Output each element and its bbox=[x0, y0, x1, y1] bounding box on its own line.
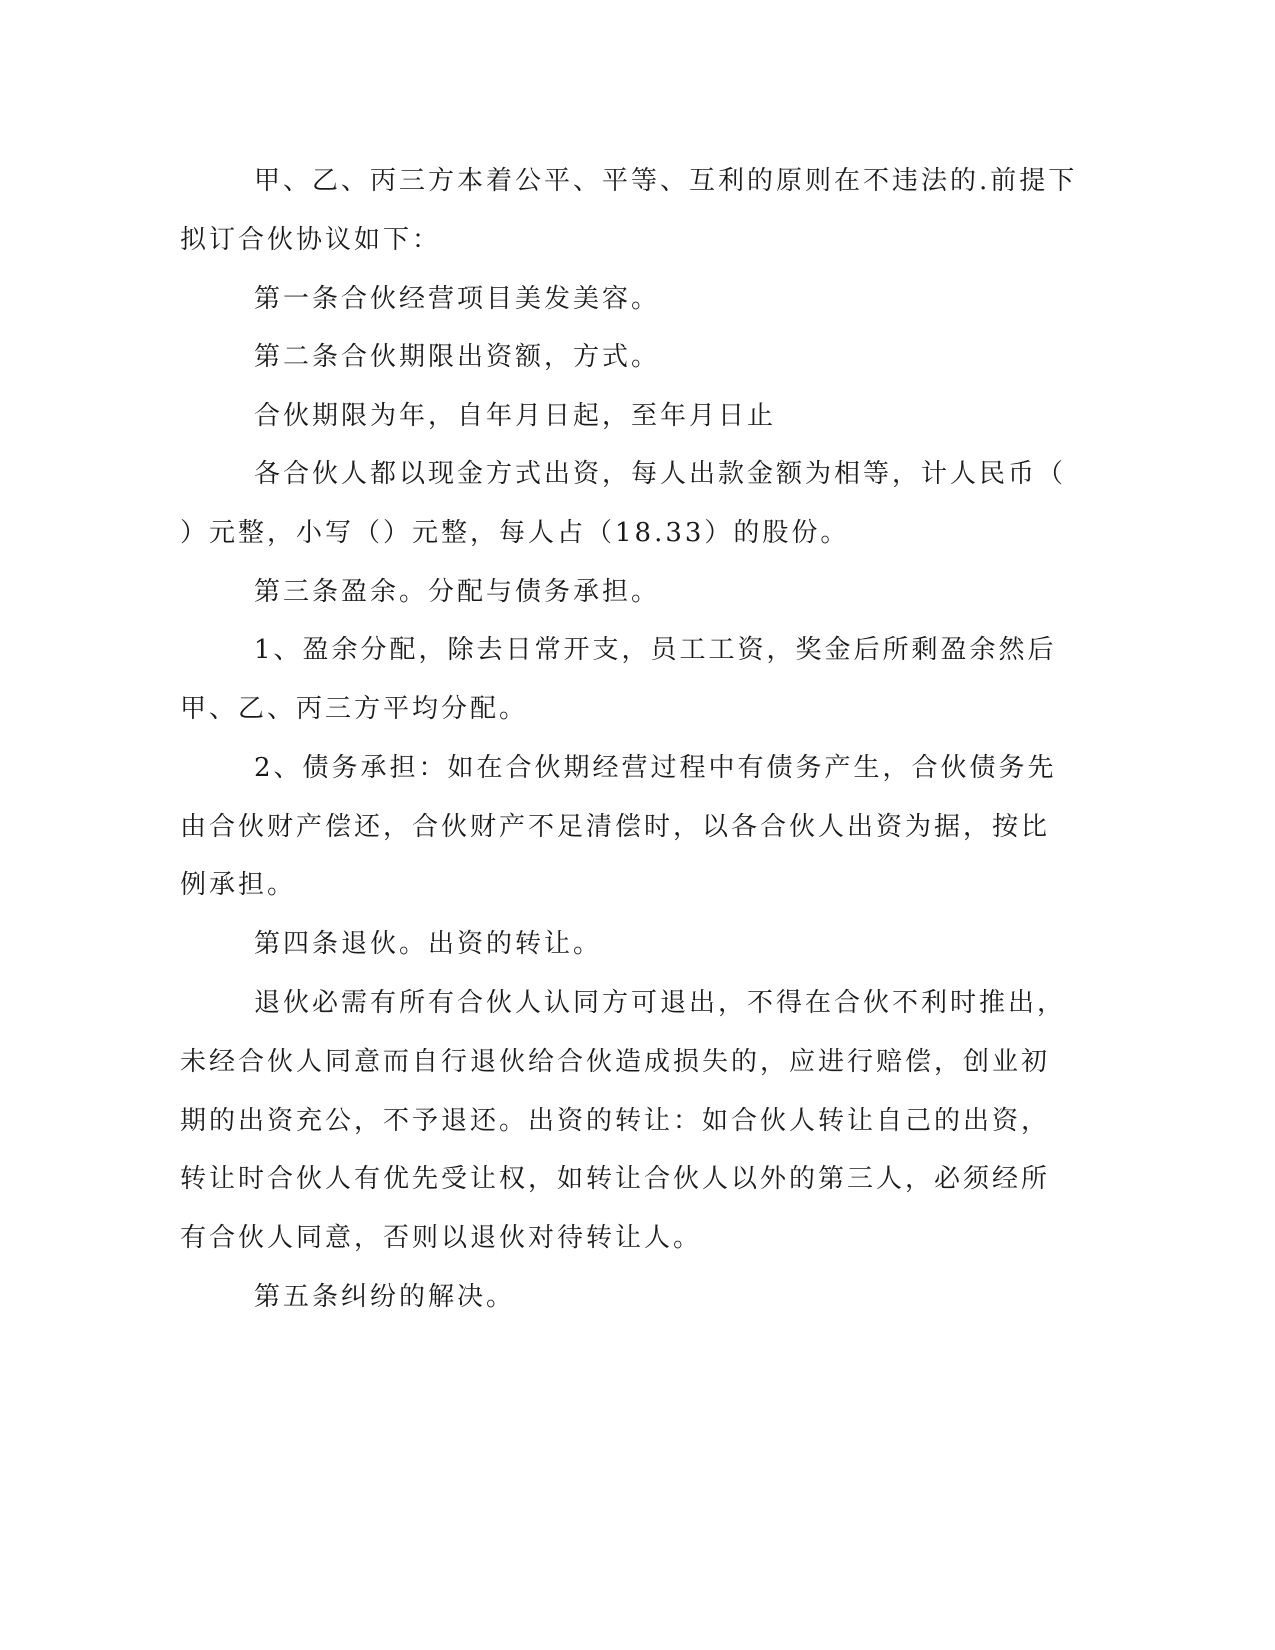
article-4-heading: 第四条退伙。出资的转让。 bbox=[254, 929, 603, 959]
paragraph-profit-distribution-line-2: 甲、乙、丙三方平均分配。 bbox=[180, 694, 529, 724]
paragraph-preamble-line-2: 拟订合伙协议如下： bbox=[180, 225, 442, 255]
paragraph-contribution-line-1: 各合伙人都以现金方式出资，每人出款金额为相等，计人民币（ bbox=[254, 459, 1067, 489]
paragraph-withdrawal-line-4: 转让时合伙人有优先受让权，如转让合伙人以外的第三人，必须经所 bbox=[180, 1164, 1051, 1194]
article-2-heading: 第二条合伙期限出资额，方式。 bbox=[254, 342, 661, 372]
paragraph-debt-liability-line-3: 例承担。 bbox=[180, 870, 297, 900]
paragraph-preamble-line-1: 甲、乙、丙三方本着公平、平等、互利的原则在不违法的.前提下 bbox=[254, 166, 1078, 196]
paragraph-contribution-line-2: ）元整，小写（）元整，每人占（18.33）的股份。 bbox=[180, 518, 850, 548]
paragraph-term: 合伙期限为年，自年月日起，至年月日止 bbox=[254, 401, 777, 431]
article-3-heading: 第三条盈余。分配与债务承担。 bbox=[254, 577, 661, 607]
article-1-heading: 第一条合伙经营项目美发美容。 bbox=[254, 284, 661, 314]
paragraph-debt-liability-line-1: 2、债务承担：如在合伙期经营过程中有债务产生，合伙债务先 bbox=[254, 753, 1057, 783]
paragraph-withdrawal-line-2: 未经合伙人同意而自行退伙给合伙造成损失的，应进行赔偿，创业初 bbox=[180, 1047, 1051, 1077]
paragraph-debt-liability-line-2: 由合伙财产偿还，合伙财产不足清偿时，以各合伙人出资为据，按比 bbox=[180, 812, 1051, 842]
article-5-heading: 第五条纠纷的解决。 bbox=[254, 1282, 516, 1312]
paragraph-withdrawal-line-1: 退伙必需有所有合伙人认同方可退出，不得在合伙不利时推出， bbox=[254, 988, 1067, 1018]
paragraph-withdrawal-line-5: 有合伙人同意，否则以退伙对待转让人。 bbox=[180, 1223, 703, 1253]
paragraph-profit-distribution-line-1: 1、盈余分配，除去日常开支，员工工资，奖金后所剩盈余然后 bbox=[254, 635, 1057, 665]
paragraph-withdrawal-line-3: 期的出资充公，不予退还。出资的转让：如合伙人转让自己的出资， bbox=[180, 1106, 1051, 1136]
